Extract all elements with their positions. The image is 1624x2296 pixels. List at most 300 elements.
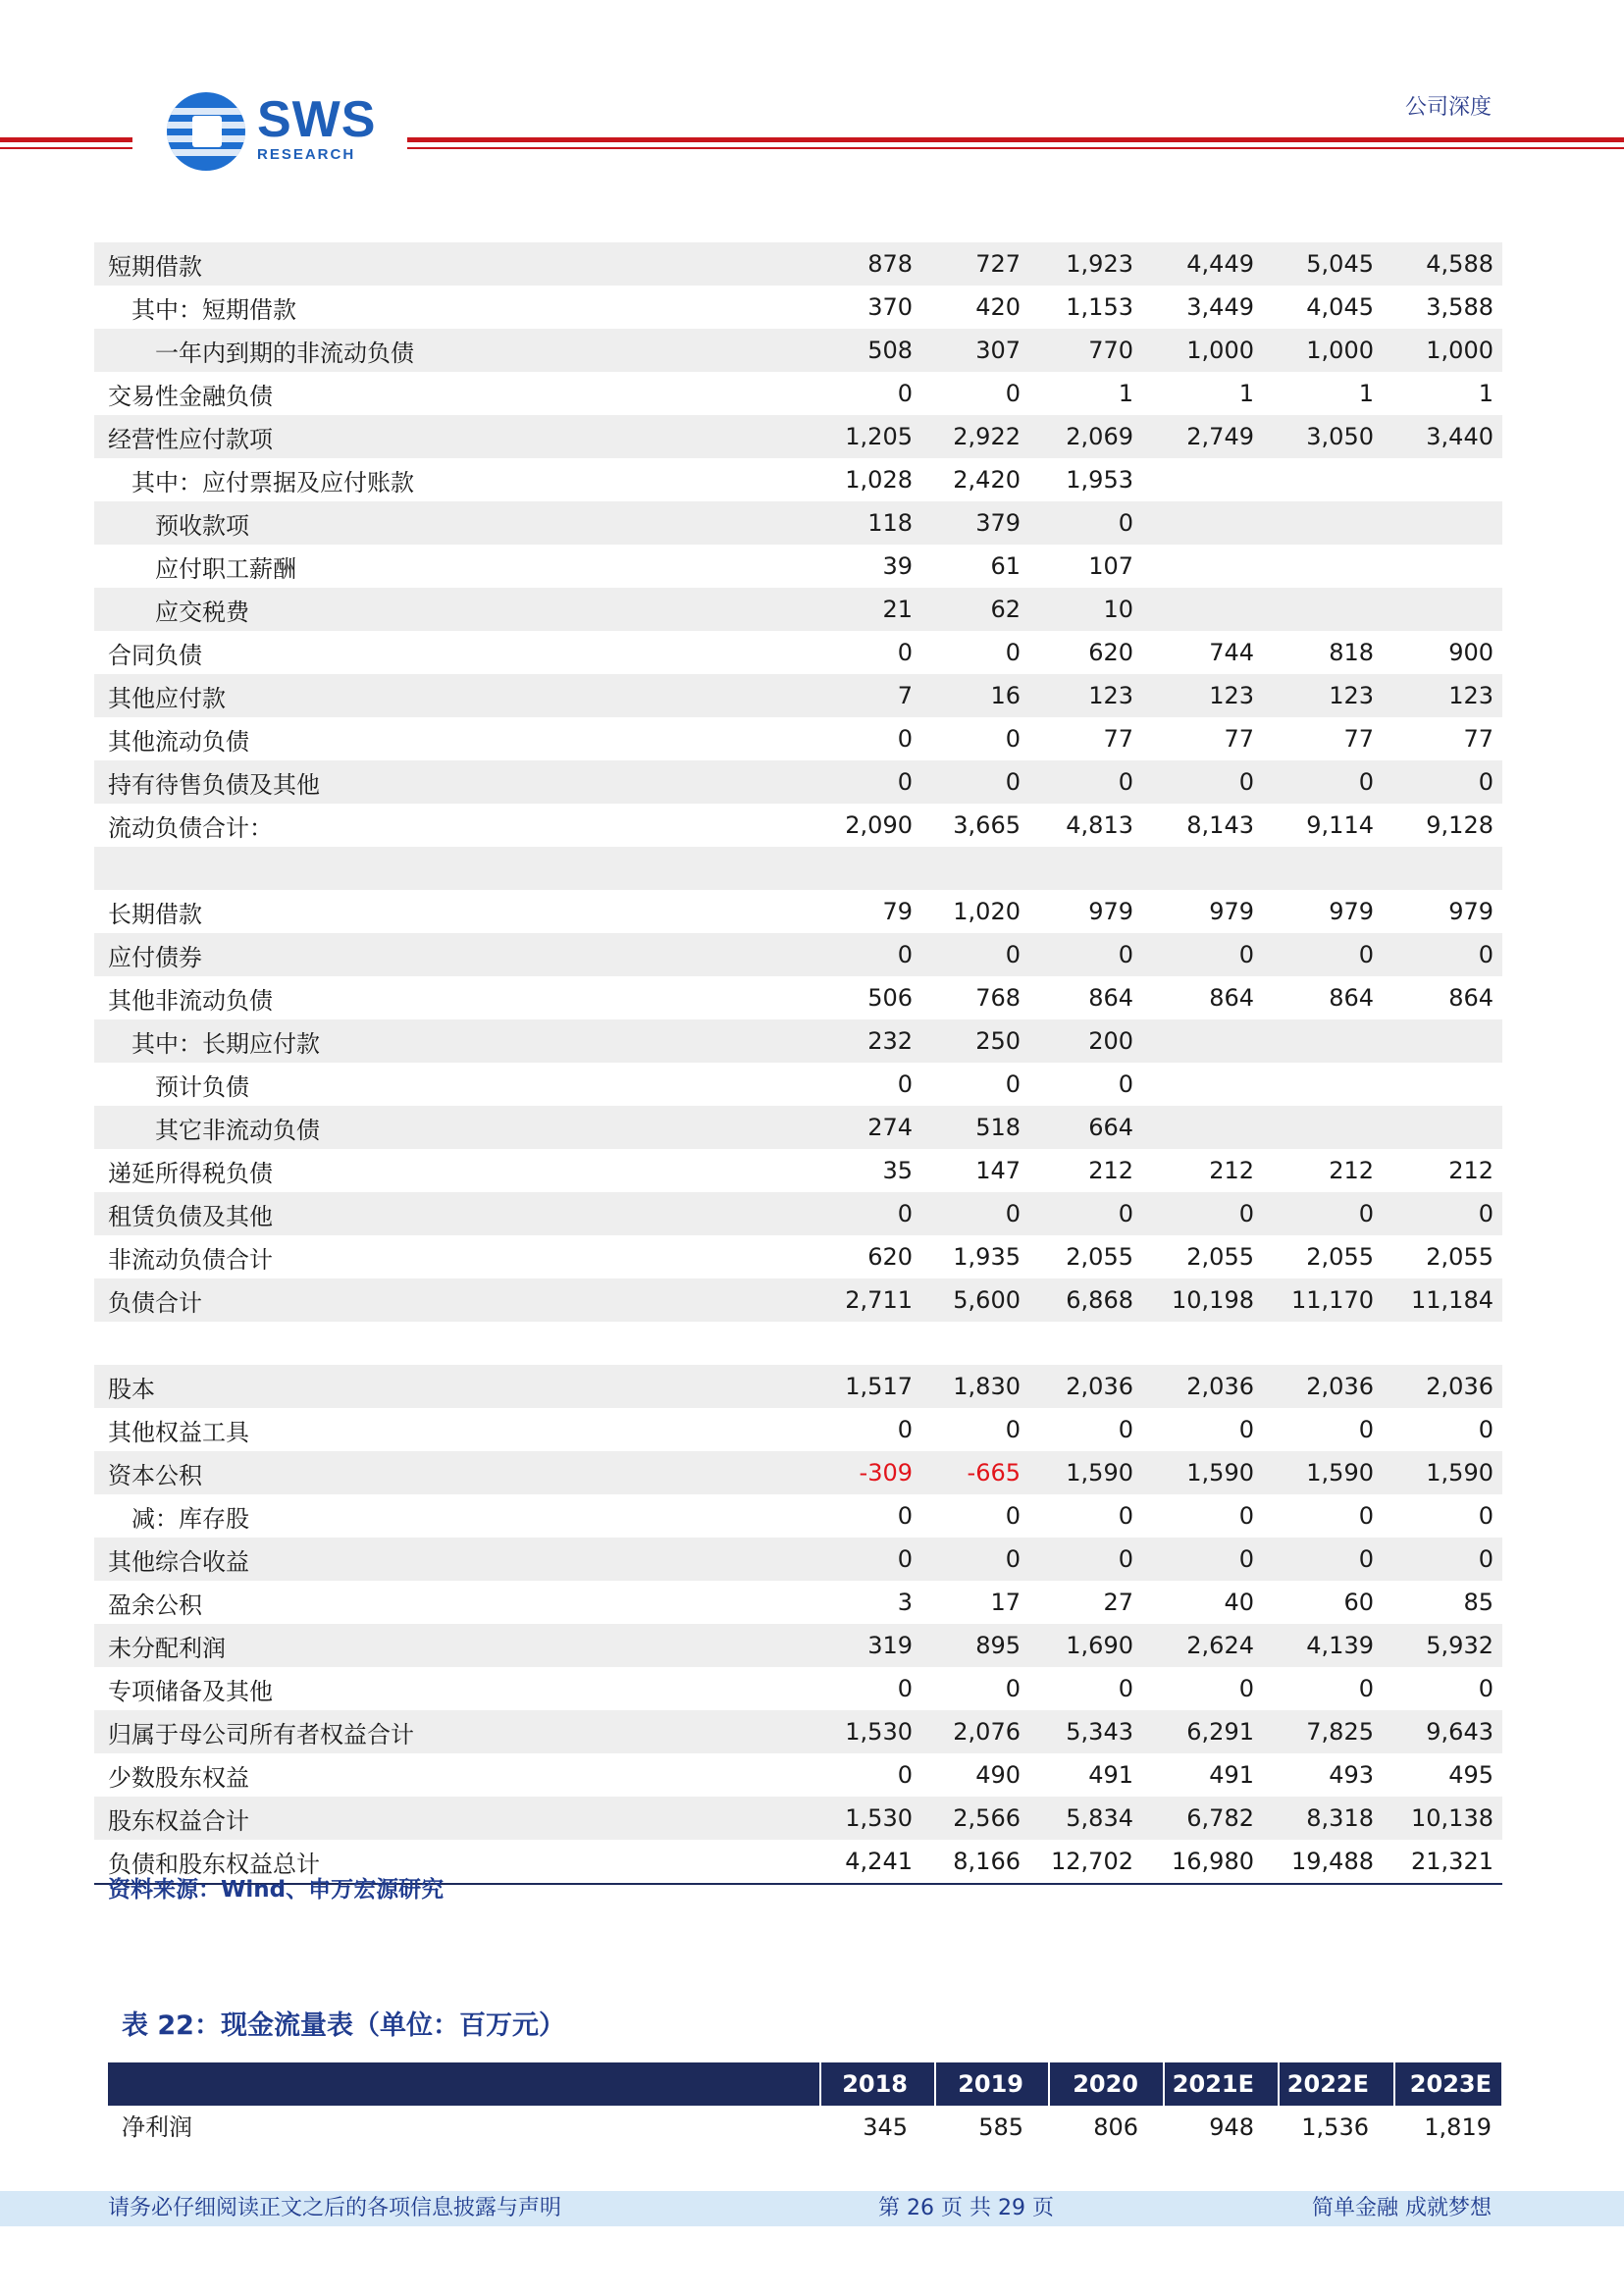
cell-value: 0 — [1478, 768, 1493, 796]
cell-value: -665 — [967, 1459, 1021, 1487]
cell-value: 900 — [1448, 639, 1493, 666]
cell-value: 8,318 — [1306, 1804, 1374, 1832]
cell-value: 2,624 — [1186, 1632, 1254, 1659]
year-header: 2021E — [1172, 2070, 1254, 2098]
cell-value: 493 — [1329, 1761, 1374, 1789]
cell-value: 0 — [1118, 941, 1133, 968]
cell-value: 585 — [978, 2113, 1023, 2141]
page-footer — [0, 2191, 1624, 2226]
year-header: 2018 — [842, 2070, 908, 2098]
row-label: 其它非流动负债 — [155, 1116, 320, 1144]
cell-value: 21,321 — [1411, 1848, 1493, 1875]
cell-value: 2,055 — [1066, 1243, 1133, 1271]
table-row — [94, 501, 1502, 545]
cell-value: 0 — [1005, 725, 1021, 753]
table-row — [94, 1278, 1502, 1322]
cell-value: 979 — [1448, 898, 1493, 925]
cell-value: 4,241 — [845, 1848, 913, 1875]
cell-value: 77 — [1463, 725, 1493, 753]
cell-value: 864 — [1088, 984, 1133, 1012]
header-rule-right — [407, 137, 1624, 142]
year-header: 2019 — [958, 2070, 1023, 2098]
row-label: 持有待售负债及其他 — [108, 770, 320, 799]
cell-value: 2,036 — [1306, 1373, 1374, 1400]
cell-value: 250 — [975, 1027, 1021, 1055]
row-label: 其他非流动负债 — [108, 986, 273, 1015]
table-row — [94, 674, 1502, 717]
cell-value: 0 — [1358, 768, 1374, 796]
cell-value: 212 — [1329, 1157, 1374, 1184]
row-label: 资本公积 — [108, 1461, 202, 1489]
footer-disclaimer: 请务必仔细阅读正文之后的各项信息披露与声明 — [108, 2196, 562, 2220]
cell-value: 0 — [1005, 1502, 1021, 1530]
cell-value: 212 — [1209, 1157, 1254, 1184]
cell-value: 4,588 — [1426, 250, 1493, 278]
cell-value: 8,143 — [1186, 811, 1254, 839]
cashflow-table-header — [108, 2062, 1501, 2106]
row-label: 一年内到期的非流动负债 — [155, 339, 414, 367]
cell-value: 3,665 — [953, 811, 1021, 839]
table-row — [94, 1667, 1502, 1710]
table-row — [94, 286, 1502, 329]
cell-value: 77 — [1343, 725, 1374, 753]
cell-value: 948 — [1209, 2113, 1254, 2141]
cell-value: 3,449 — [1186, 293, 1254, 321]
cell-value: 1 — [1118, 380, 1133, 407]
table-row — [94, 1797, 1502, 1840]
cell-value: 3,588 — [1426, 293, 1493, 321]
cell-value: 35 — [882, 1157, 913, 1184]
cell-value: 0 — [897, 1675, 913, 1702]
row-label: 递延所得税负债 — [108, 1159, 273, 1187]
cell-value: 4,813 — [1066, 811, 1133, 839]
row-label: 股东权益合计 — [108, 1806, 249, 1835]
cell-value: 2,055 — [1306, 1243, 1374, 1271]
cell-value: 77 — [1103, 725, 1133, 753]
cell-value: 0 — [1478, 1416, 1493, 1443]
cell-value: 3 — [897, 1589, 913, 1616]
table-row — [94, 1494, 1502, 1538]
cell-value: 0 — [1118, 1675, 1133, 1702]
row-label: 专项储备及其他 — [108, 1677, 273, 1705]
cell-value: 1,590 — [1306, 1459, 1374, 1487]
cell-value: 147 — [975, 1157, 1021, 1184]
cell-value: 379 — [975, 509, 1021, 537]
cell-value: 6,291 — [1186, 1718, 1254, 1746]
table-row — [94, 1451, 1502, 1494]
cell-value: 1,530 — [845, 1804, 913, 1832]
row-label: 非流动负债合计 — [108, 1245, 273, 1274]
cell-value: 2,711 — [845, 1286, 913, 1314]
cell-value: 0 — [1005, 639, 1021, 666]
cell-value: 0 — [897, 725, 913, 753]
table-row — [94, 1019, 1502, 1063]
cell-value: 0 — [1118, 509, 1133, 537]
table-row — [94, 1710, 1502, 1753]
column-separator — [1393, 2062, 1395, 2106]
logo-subtitle: RESEARCH — [257, 146, 356, 163]
year-header: 2022E — [1286, 2070, 1369, 2098]
row-label: 经营性应付款项 — [108, 425, 273, 453]
row-label: 未分配利润 — [108, 1634, 226, 1662]
row-label: 净利润 — [122, 2113, 192, 2141]
cell-value: 3,440 — [1426, 423, 1493, 450]
cell-value: 17 — [990, 1589, 1021, 1616]
cell-value: 727 — [975, 250, 1021, 278]
cell-value: 1,935 — [953, 1243, 1021, 1271]
cell-value: 0 — [1238, 1545, 1254, 1573]
cell-value: 0 — [1358, 1675, 1374, 1702]
cell-value: 979 — [1088, 898, 1133, 925]
cell-value: 0 — [1358, 1416, 1374, 1443]
cell-value: 1,205 — [845, 423, 913, 450]
table-row — [94, 1753, 1502, 1797]
cell-value: 123 — [1209, 682, 1254, 709]
cell-value: 370 — [867, 293, 913, 321]
cell-value: 0 — [1005, 1416, 1021, 1443]
cell-value: 5,045 — [1306, 250, 1374, 278]
row-label: 其他权益工具 — [108, 1418, 249, 1446]
cell-value: 0 — [897, 1416, 913, 1443]
cell-value: 506 — [867, 984, 913, 1012]
row-label: 盈余公积 — [108, 1591, 202, 1619]
row-label: 其中：短期借款 — [131, 295, 296, 324]
cell-value: 0 — [1358, 941, 1374, 968]
cell-value: 2,090 — [845, 811, 913, 839]
cell-value: 620 — [867, 1243, 913, 1271]
cell-value: 4,045 — [1306, 293, 1374, 321]
cell-value: 2,749 — [1186, 423, 1254, 450]
header-rule-right-thin — [407, 147, 1624, 149]
cell-value: 0 — [1478, 1675, 1493, 1702]
table-row — [94, 631, 1502, 674]
cell-value: 307 — [975, 337, 1021, 364]
cell-value: 11,184 — [1411, 1286, 1493, 1314]
table-row — [94, 1149, 1502, 1192]
cell-value: 1,590 — [1426, 1459, 1493, 1487]
table-row — [94, 1063, 1502, 1106]
row-label: 长期借款 — [108, 900, 202, 928]
cell-value: 1,028 — [845, 466, 913, 494]
table-row — [94, 1408, 1502, 1451]
cell-value: 6,782 — [1186, 1804, 1254, 1832]
column-separator — [934, 2062, 936, 2106]
cell-value: 0 — [1238, 1200, 1254, 1227]
table-row — [94, 933, 1502, 976]
cell-value: 0 — [1238, 1416, 1254, 1443]
cell-value: 0 — [1005, 1545, 1021, 1573]
cell-value: 21 — [882, 596, 913, 623]
cell-value: 4,449 — [1186, 250, 1254, 278]
cell-value: 1,000 — [1306, 337, 1374, 364]
cell-value: 620 — [1088, 639, 1133, 666]
table-row — [108, 2106, 1501, 2149]
cell-value: 3,050 — [1306, 423, 1374, 450]
table-row — [94, 760, 1502, 804]
cell-value: 1,536 — [1301, 2113, 1369, 2141]
cell-value: 1,923 — [1066, 250, 1133, 278]
cell-value: 0 — [897, 1070, 913, 1098]
table-row — [94, 458, 1502, 501]
sws-logo-icon — [167, 92, 245, 171]
cell-value: 7 — [897, 682, 913, 709]
cell-value: 8,166 — [953, 1848, 1021, 1875]
cell-value: 2,036 — [1066, 1373, 1133, 1400]
cell-value: 979 — [1209, 898, 1254, 925]
cell-value: 16 — [990, 682, 1021, 709]
row-label: 预收款项 — [155, 511, 249, 540]
cell-value: 212 — [1088, 1157, 1133, 1184]
table-row — [94, 372, 1502, 415]
row-label: 负债和股东权益总计 — [108, 1850, 320, 1878]
footer-page-number: 第 26 页 共 29 页 — [878, 2196, 1054, 2220]
cell-value: 0 — [1238, 1502, 1254, 1530]
cell-value: 0 — [1238, 1675, 1254, 1702]
cell-value: 5,932 — [1426, 1632, 1493, 1659]
cell-value: 0 — [1005, 1070, 1021, 1098]
cell-value: 0 — [1118, 1545, 1133, 1573]
cell-value: 9,114 — [1306, 811, 1374, 839]
cell-value: 5,343 — [1066, 1718, 1133, 1746]
cell-value: 864 — [1209, 984, 1254, 1012]
header-rule-left — [0, 137, 132, 142]
cell-value: 0 — [1118, 1070, 1133, 1098]
row-label: 其他应付款 — [108, 684, 226, 712]
cell-value: 744 — [1209, 639, 1254, 666]
cell-value: 79 — [882, 898, 913, 925]
row-label: 其他流动负债 — [108, 727, 249, 756]
cell-value: 1,530 — [845, 1718, 913, 1746]
cell-value: 818 — [1329, 639, 1374, 666]
cell-value: 0 — [897, 1200, 913, 1227]
table-row — [94, 329, 1502, 372]
table-row — [94, 1538, 1502, 1581]
cell-value: 2,420 — [953, 466, 1021, 494]
cell-value: 0 — [897, 1761, 913, 1789]
row-label: 流动负债合计： — [108, 813, 273, 842]
cell-value: 1,020 — [953, 898, 1021, 925]
cashflow-table-title: 表 22：现金流量表（单位：百万元） — [122, 2010, 565, 2041]
cell-value: 0 — [1118, 1502, 1133, 1530]
cell-value: 123 — [1329, 682, 1374, 709]
cell-value: 10,198 — [1172, 1286, 1254, 1314]
cell-value: 0 — [1118, 768, 1133, 796]
cell-value: 0 — [1005, 941, 1021, 968]
cell-value: 9,643 — [1426, 1718, 1493, 1746]
cell-value: 0 — [897, 380, 913, 407]
row-label: 其中：长期应付款 — [131, 1029, 320, 1058]
cell-value: 495 — [1448, 1761, 1493, 1789]
table-row — [94, 1365, 1502, 1408]
table-row — [94, 890, 1502, 933]
table-row — [94, 1235, 1502, 1278]
cell-value: 420 — [975, 293, 1021, 321]
cell-value: 895 — [975, 1632, 1021, 1659]
cell-value: 768 — [975, 984, 1021, 1012]
cell-value: 0 — [1118, 1416, 1133, 1443]
cell-value: 7,825 — [1306, 1718, 1374, 1746]
cell-value: 27 — [1103, 1589, 1133, 1616]
cell-value: 61 — [990, 552, 1021, 580]
cell-value: 0 — [1478, 1200, 1493, 1227]
balance-sheet-table — [94, 242, 1502, 1885]
cell-value: 508 — [867, 337, 913, 364]
row-label: 其中：应付票据及应付账款 — [131, 468, 414, 496]
cell-value: 0 — [897, 639, 913, 666]
table-row — [94, 1322, 1502, 1365]
cell-value: 0 — [1005, 1675, 1021, 1702]
cell-value: 107 — [1088, 552, 1133, 580]
cell-value: 0 — [1005, 1200, 1021, 1227]
cell-value: 19,488 — [1291, 1848, 1374, 1875]
cell-value: 518 — [975, 1114, 1021, 1141]
cell-value: 1,590 — [1186, 1459, 1254, 1487]
row-label: 应付职工薪酬 — [155, 554, 296, 583]
cell-value: 0 — [1478, 1502, 1493, 1530]
column-separator — [1278, 2062, 1280, 2106]
year-header: 2020 — [1073, 2070, 1138, 2098]
cell-value: 212 — [1448, 1157, 1493, 1184]
row-label: 合同负债 — [108, 641, 202, 669]
table-row — [94, 242, 1502, 286]
cell-value: 0 — [1118, 1200, 1133, 1227]
cell-value: 0 — [897, 1545, 913, 1573]
cell-value: 0 — [897, 768, 913, 796]
cell-value: 12,702 — [1051, 1848, 1133, 1875]
cell-value: 0 — [897, 941, 913, 968]
row-label: 减：库存股 — [131, 1504, 249, 1533]
cell-value: 1,000 — [1426, 337, 1493, 364]
row-label: 少数股东权益 — [108, 1763, 249, 1792]
row-label: 租赁负债及其他 — [108, 1202, 273, 1230]
cell-value: 0 — [1005, 768, 1021, 796]
cell-value: 1,517 — [845, 1373, 913, 1400]
table-row — [94, 717, 1502, 760]
cell-value: 2,036 — [1186, 1373, 1254, 1400]
cell-value: 1 — [1238, 380, 1254, 407]
cell-value: 0 — [1358, 1545, 1374, 1573]
table-row — [94, 415, 1502, 458]
cell-value: 118 — [867, 509, 913, 537]
cell-value: 123 — [1448, 682, 1493, 709]
row-label: 交易性金融负债 — [108, 382, 273, 410]
cell-value: 2,055 — [1186, 1243, 1254, 1271]
cell-value: 491 — [1209, 1761, 1254, 1789]
cell-value: 10 — [1103, 596, 1133, 623]
cell-value: 60 — [1343, 1589, 1374, 1616]
cell-value: 664 — [1088, 1114, 1133, 1141]
cell-value: 2,566 — [953, 1804, 1021, 1832]
cell-value: 0 — [1358, 1200, 1374, 1227]
cell-value: 0 — [1005, 380, 1021, 407]
cell-value: 4,139 — [1306, 1632, 1374, 1659]
cell-value: 1 — [1358, 380, 1374, 407]
cell-value: 9,128 — [1426, 811, 1493, 839]
cell-value: 1,953 — [1066, 466, 1133, 494]
cell-value: 1,830 — [953, 1373, 1021, 1400]
table-row — [94, 1192, 1502, 1235]
cell-value: 1,000 — [1186, 337, 1254, 364]
cell-value: 6,868 — [1066, 1286, 1133, 1314]
cell-value: 490 — [975, 1761, 1021, 1789]
cell-value: 16,980 — [1172, 1848, 1254, 1875]
cell-value: 2,076 — [953, 1718, 1021, 1746]
table-row — [94, 588, 1502, 631]
cell-value: 5,834 — [1066, 1804, 1133, 1832]
year-header: 2023E — [1409, 2070, 1492, 2098]
cell-value: 319 — [867, 1632, 913, 1659]
cell-value: 491 — [1088, 1761, 1133, 1789]
row-label: 预计负债 — [155, 1072, 249, 1101]
cell-value: 2,055 — [1426, 1243, 1493, 1271]
row-label: 归属于母公司所有者权益合计 — [108, 1720, 414, 1748]
cell-value: 11,170 — [1291, 1286, 1374, 1314]
row-label: 应交税费 — [155, 598, 249, 626]
source-note: 资料来源：Wind、申万宏源研究 — [108, 1877, 445, 1903]
table-row — [94, 545, 1502, 588]
cell-value: 1,153 — [1066, 293, 1133, 321]
cell-value: 864 — [1448, 984, 1493, 1012]
cell-value: 232 — [867, 1027, 913, 1055]
cell-value: 5,600 — [953, 1286, 1021, 1314]
cell-value: 1,690 — [1066, 1632, 1133, 1659]
table-row — [94, 1624, 1502, 1667]
table-row — [94, 847, 1502, 890]
column-separator — [819, 2062, 821, 2106]
cell-value: 864 — [1329, 984, 1374, 1012]
cell-value: 0 — [1358, 1502, 1374, 1530]
cell-value: -309 — [859, 1459, 913, 1487]
row-label: 短期借款 — [108, 252, 202, 281]
footer-slogan: 简单金融 成就梦想 — [1312, 2196, 1492, 2220]
table-row — [94, 976, 1502, 1019]
cell-value: 0 — [1238, 941, 1254, 968]
cell-value: 2,069 — [1066, 423, 1133, 450]
cell-value: 0 — [1478, 1545, 1493, 1573]
row-label: 股本 — [108, 1375, 155, 1403]
row-label: 其他综合收益 — [108, 1547, 249, 1576]
cell-value: 0 — [1478, 941, 1493, 968]
cell-value: 0 — [897, 1502, 913, 1530]
cell-value: 200 — [1088, 1027, 1133, 1055]
table-row — [94, 1581, 1502, 1624]
cell-value: 1 — [1478, 380, 1493, 407]
cell-value: 345 — [863, 2113, 908, 2141]
cell-value: 85 — [1463, 1589, 1493, 1616]
row-label: 应付债券 — [108, 943, 202, 971]
cell-value: 39 — [882, 552, 913, 580]
cell-value: 979 — [1329, 898, 1374, 925]
cell-value: 123 — [1088, 682, 1133, 709]
table-row — [94, 1106, 1502, 1149]
report-type: 公司深度 — [1404, 95, 1492, 120]
header-rule-left-thin — [0, 147, 132, 149]
row-label: 负债合计 — [108, 1288, 202, 1317]
cell-value: 806 — [1093, 2113, 1138, 2141]
column-separator — [1048, 2062, 1050, 2106]
cell-value: 10,138 — [1411, 1804, 1493, 1832]
cell-value: 2,036 — [1426, 1373, 1493, 1400]
logo-text: SWS — [257, 91, 377, 148]
cell-value: 1,819 — [1424, 2113, 1492, 2141]
cell-value: 62 — [990, 596, 1021, 623]
cell-value: 770 — [1088, 337, 1133, 364]
cell-value: 878 — [867, 250, 913, 278]
cell-value: 1,590 — [1066, 1459, 1133, 1487]
cell-value: 2,922 — [953, 423, 1021, 450]
column-separator — [1163, 2062, 1165, 2106]
cell-value: 40 — [1224, 1589, 1254, 1616]
